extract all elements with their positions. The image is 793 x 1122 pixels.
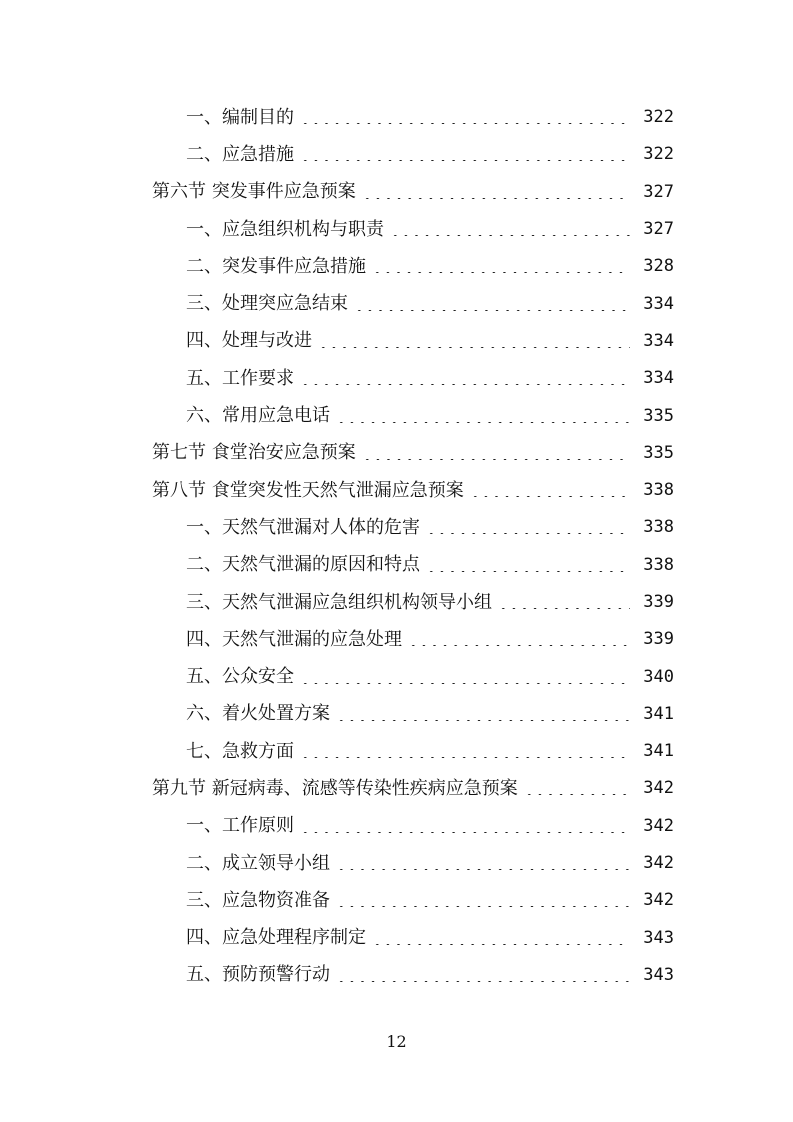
dot-leader: [390, 235, 630, 236]
dot-leader: [498, 608, 630, 609]
toc-entry-page-number: 342: [643, 890, 674, 911]
toc-entry-title: 三、应急物资准备: [186, 889, 330, 911]
toc-entry-title: 一、工作原则: [186, 815, 294, 837]
dot-leader: [300, 832, 630, 833]
toc-entry-page-number: 342: [643, 778, 674, 799]
toc-entry-page-number: 327: [643, 219, 674, 240]
toc-subsection-entry[interactable]: [0, 733, 793, 770]
toc-subsection-entry[interactable]: [0, 323, 793, 360]
toc-subsection-entry[interactable]: [0, 845, 793, 882]
toc-entry-page-number: 338: [643, 554, 674, 575]
dot-leader: [408, 645, 630, 646]
toc-subsection-entry[interactable]: [0, 211, 793, 248]
toc-entry-page-number: 342: [643, 853, 674, 874]
dot-leader: [470, 496, 630, 497]
toc-entry-page-number: 343: [643, 964, 674, 985]
toc-entry-page-number: 328: [643, 256, 674, 277]
toc-entry-title: 第九节 新冠病毒、流感等传染性疾病应急预案: [152, 777, 518, 799]
toc-entry-title: 三、天然气泄漏应急组织机构领导小组: [186, 591, 492, 613]
dot-leader: [300, 384, 630, 385]
toc-entry-page-number: 341: [643, 741, 674, 762]
toc-entry-page-number: 335: [643, 405, 674, 426]
toc-subsection-entry[interactable]: [0, 509, 793, 546]
dot-leader: [362, 459, 630, 460]
toc-entry-title: 四、应急处理程序制定: [186, 927, 366, 949]
toc-entry-title: 二、天然气泄漏的原因和特点: [186, 554, 420, 576]
toc-entry-title: 六、常用应急电话: [186, 405, 330, 427]
dot-leader: [426, 533, 630, 534]
toc-entry-page-number: 334: [643, 368, 674, 389]
toc-entry-page-number: 327: [643, 181, 674, 202]
toc-entry-page-number: 339: [643, 592, 674, 612]
toc-subsection-entry[interactable]: [0, 99, 793, 136]
toc-entry-title: 五、预防预警行动: [186, 964, 330, 986]
toc-entry-page-number: 322: [643, 144, 674, 165]
toc-subsection-entry[interactable]: [0, 658, 793, 695]
dot-leader: [524, 794, 630, 795]
dot-leader: [336, 422, 630, 423]
toc-entry-title: 三、处理突应急结束: [186, 293, 348, 315]
toc-entry-page-number: 335: [643, 442, 674, 463]
toc-entry-title: 一、天然气泄漏对人体的危害: [186, 516, 420, 538]
dot-leader: [426, 571, 630, 572]
toc-entry-title: 二、应急措施: [186, 143, 294, 165]
toc-entry-page-number: 338: [643, 480, 674, 501]
dot-leader: [336, 906, 630, 907]
toc-entry-page-number: 322: [643, 107, 674, 128]
toc-entry-page-number: 341: [643, 703, 674, 724]
dot-leader: [336, 981, 630, 982]
toc-entry-title: 六、着火处置方案: [186, 703, 330, 725]
toc-entry-page-number: 339: [643, 629, 674, 650]
dot-leader: [362, 198, 630, 199]
dot-leader: [336, 869, 630, 870]
toc-entry-page-number: 334: [643, 293, 674, 314]
toc-subsection-entry[interactable]: [0, 957, 793, 994]
toc-entry-page-number: 334: [643, 330, 674, 351]
toc-entry-title: 二、成立领导小组: [186, 852, 330, 874]
toc-entry-title: 一、应急组织机构与职责: [186, 218, 384, 240]
toc-subsection-entry[interactable]: [0, 696, 793, 733]
page-number: 12: [386, 1032, 407, 1051]
toc-subsection-entry[interactable]: [0, 136, 793, 173]
toc-entry-title: 五、公众安全: [186, 666, 294, 688]
dot-leader: [336, 720, 630, 721]
toc-section-entry[interactable]: [0, 472, 793, 509]
toc-subsection-entry[interactable]: [0, 285, 793, 322]
toc-entry-page-number: 342: [643, 815, 674, 836]
toc-entry-title: 第六节 突发事件应急预案: [152, 181, 356, 203]
toc-entry-title: 七、急救方面: [186, 740, 294, 762]
toc-entry-title: 二、突发事件应急措施: [186, 255, 366, 277]
toc-subsection-entry[interactable]: [0, 808, 793, 845]
toc-entry-title: 四、天然气泄漏的应急处理: [186, 628, 402, 650]
toc-subsection-entry[interactable]: [0, 882, 793, 919]
dot-leader: [300, 757, 630, 758]
toc-entry-page-number: 343: [643, 927, 674, 948]
dot-leader: [372, 944, 630, 945]
toc-subsection-entry[interactable]: [0, 584, 793, 621]
toc-entry-page-number: 340: [643, 666, 674, 687]
toc-entry-title: 四、处理与改进: [186, 330, 312, 352]
toc-section-entry[interactable]: [0, 770, 793, 807]
dot-leader: [300, 160, 630, 161]
table-of-contents: [0, 99, 793, 994]
toc-subsection-entry[interactable]: [0, 920, 793, 957]
toc-subsection-entry[interactable]: [0, 397, 793, 434]
dot-leader: [300, 123, 630, 124]
toc-subsection-entry[interactable]: [0, 547, 793, 584]
toc-entry-page-number: 338: [643, 517, 674, 538]
toc-entry-title: 五、工作要求: [186, 367, 294, 389]
dot-leader: [354, 310, 630, 311]
toc-subsection-entry[interactable]: [0, 621, 793, 658]
toc-section-entry[interactable]: [0, 435, 793, 472]
toc-entry-title: 第七节 食堂治安应急预案: [152, 442, 356, 464]
dot-leader: [300, 683, 630, 684]
dot-leader: [318, 347, 630, 348]
dot-leader: [372, 272, 630, 273]
toc-entry-title: 第八节 食堂突发性天然气泄漏应急预案: [152, 479, 464, 501]
toc-section-entry[interactable]: [0, 174, 793, 211]
toc-subsection-entry[interactable]: [0, 360, 793, 397]
toc-entry-title: 一、编制目的: [186, 106, 294, 128]
toc-subsection-entry[interactable]: [0, 248, 793, 285]
